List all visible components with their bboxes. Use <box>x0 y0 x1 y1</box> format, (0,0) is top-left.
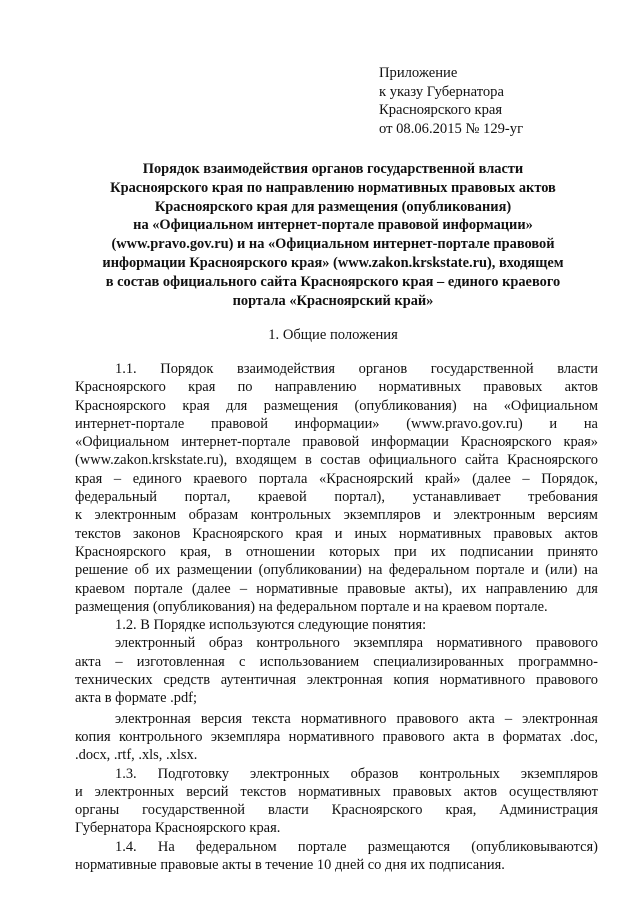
body-word: контрольных <box>419 765 500 782</box>
appendix-line: Приложение <box>379 65 458 81</box>
body-word: официального <box>368 452 457 469</box>
body-word: (www.pravo.gov.ru) <box>406 415 523 432</box>
body-word: Подготовку <box>157 765 229 782</box>
body-word: акта <box>468 710 495 727</box>
body-word: технических <box>75 672 153 689</box>
body-word: экземпляров <box>520 765 598 782</box>
body-word: размещения <box>263 397 339 414</box>
body-line: 1.2. В Порядке используются следующие понятия: <box>115 617 427 634</box>
body-line: размещения (опубликования) на федеральном портале и на краевом портале. <box>75 598 548 615</box>
body-word: нормативных <box>398 525 482 542</box>
body-word: экземпляра <box>210 728 281 745</box>
body-word: (опубликовываются) <box>471 838 598 855</box>
body-word: власти <box>267 802 309 819</box>
body-word: правовые <box>347 580 406 597</box>
body-line <box>75 360 598 378</box>
body-word: подписании <box>459 543 534 560</box>
body-word: краевой <box>258 489 307 506</box>
body-line <box>75 525 598 543</box>
body-word: нормативные <box>256 580 338 597</box>
body-word: 1.1. <box>115 361 137 377</box>
body-word: форматах <box>502 728 562 745</box>
appendix-line: к указу Губернатора <box>379 83 504 100</box>
body-line <box>75 580 598 598</box>
body-word: сайта <box>465 452 499 469</box>
body-word: край» <box>424 470 461 487</box>
body-word: правовых <box>493 525 553 542</box>
body-word: направлению <box>274 379 357 396</box>
body-word: нормативных <box>298 783 381 800</box>
title-line: Красноярского края для размещения (опубликования) <box>154 198 512 215</box>
body-word: использованием <box>259 653 360 670</box>
body-word: иных <box>354 525 387 542</box>
title-line: Красноярского края по направлению нормативных правовых актов <box>110 179 556 196</box>
body-word: правового <box>396 710 459 727</box>
body-word: законов <box>132 525 181 542</box>
body-word: нормативного <box>288 728 375 745</box>
body-word: Порядок <box>160 361 214 377</box>
body-word: в <box>225 543 232 560</box>
body-line <box>75 470 598 488</box>
body-word: и <box>334 525 343 542</box>
body-word: с <box>238 653 246 670</box>
body-word: Красноярского <box>192 525 284 542</box>
body-word: правового <box>382 728 445 745</box>
body-word: акта <box>453 728 480 745</box>
body-word: электронная <box>306 672 383 689</box>
body-word: нормативного <box>439 672 526 689</box>
body-line <box>75 710 598 728</box>
body-word: их <box>461 580 477 597</box>
body-word: органы <box>75 802 120 819</box>
body-word: образам <box>188 507 239 524</box>
body-word: – <box>522 470 530 487</box>
body-word: акты), <box>414 580 453 597</box>
body-word: электронным <box>453 507 536 524</box>
section-heading: 1. Общие положения <box>268 327 398 343</box>
title-line: в состав официального сайта Красноярского края – единого краевого <box>105 273 561 290</box>
body-word: входящем <box>235 452 297 469</box>
body-word: контрольного <box>256 635 340 652</box>
body-word: – <box>113 470 122 487</box>
body-word: власти <box>557 361 598 377</box>
body-word: правового <box>535 635 598 652</box>
body-line: акта в формате .pdf; <box>75 690 197 707</box>
body-word: органов <box>358 361 408 377</box>
body-word: Красноярского <box>75 379 166 396</box>
body-line <box>75 433 598 451</box>
body-word: направлению <box>485 580 568 597</box>
body-word: версиям <box>547 507 598 524</box>
body-word: средств <box>163 672 211 689</box>
body-word: Красноярского <box>460 434 552 451</box>
body-word: (опубликовании) <box>258 562 362 579</box>
body-word: федеральном <box>388 562 470 579</box>
body-word: нормативного <box>436 635 523 652</box>
body-word: государственной <box>430 361 534 377</box>
body-word: текста <box>252 710 291 727</box>
body-word: их <box>430 543 446 560</box>
body-line <box>75 561 598 579</box>
title-line: информации Красноярского края» (www.zakon.krskstate.ru), входящем <box>102 254 564 271</box>
body-word: портал), <box>334 489 385 506</box>
body-line <box>75 488 598 506</box>
body-line <box>75 671 598 689</box>
body-line <box>75 801 598 819</box>
body-word: размещаются <box>367 838 451 855</box>
body-word: изготовленная <box>136 653 225 670</box>
body-word: принято <box>547 543 598 560</box>
body-word: нормативных <box>378 379 462 396</box>
body-word: аутентичная <box>220 672 297 689</box>
body-word: правовой <box>210 415 268 432</box>
body-word: версий <box>186 783 229 800</box>
body-word: состав <box>320 452 361 469</box>
body-word: размещении <box>176 562 253 579</box>
body-word: актов <box>564 525 598 542</box>
body-word: копия <box>75 728 111 745</box>
body-word: версия <box>200 710 243 727</box>
body-word: и <box>549 415 558 432</box>
body-word: электронных <box>249 765 330 782</box>
document-title <box>70 160 596 310</box>
body-word: взаимодействия <box>237 361 335 377</box>
document-body <box>75 360 598 874</box>
body-word: (опубликования) <box>354 397 457 414</box>
body-word: электронным <box>94 507 177 524</box>
body-word: при <box>394 543 417 560</box>
body-word: образ <box>208 635 243 652</box>
title-line: (www.pravo.gov.ru) и на «Официальном интернет-портале правовой <box>111 236 555 253</box>
body-word: портале <box>134 580 183 597</box>
title-line: портала «Красноярский край» <box>232 292 434 309</box>
body-word: и <box>530 562 539 579</box>
body-word: правового <box>535 672 598 689</box>
body-word: интернет-портале <box>181 434 291 451</box>
body-word: края <box>295 525 323 542</box>
body-word: На <box>157 838 175 855</box>
body-line <box>75 451 598 469</box>
body-word: (www.zakon.krskstate.ru), <box>75 452 228 469</box>
body-word: правовых <box>483 379 543 396</box>
body-word: электронная <box>522 710 598 727</box>
body-word: акта <box>75 653 102 670</box>
body-word: федеральном <box>195 838 277 855</box>
body-word: электронная <box>115 710 191 727</box>
appendix-line: Красноярского края <box>379 102 503 119</box>
body-word: экземпляра <box>353 635 424 652</box>
body-word: края, <box>180 543 211 560</box>
body-line <box>75 506 598 524</box>
body-word: образов <box>350 765 399 782</box>
body-word: информации <box>371 434 449 451</box>
body-word: Красноярского <box>75 543 166 560</box>
body-word: (далее <box>472 470 511 487</box>
body-word: портале <box>475 562 525 579</box>
body-line <box>75 765 598 783</box>
body-word: в <box>305 452 312 469</box>
body-word: их <box>155 562 171 579</box>
body-word: к <box>75 507 83 524</box>
body-word: специализированных <box>373 653 505 670</box>
body-word: актов <box>463 783 498 800</box>
body-line <box>75 653 598 671</box>
body-word: осуществляют <box>508 783 598 800</box>
body-word: 1.3. <box>115 765 137 782</box>
body-line: .docx, .rtf, .xls, .xlsx. <box>75 747 198 764</box>
body-word: Красноярского <box>75 397 166 414</box>
body-word: по <box>237 379 253 396</box>
body-word: портале <box>297 838 347 855</box>
body-word: об <box>134 562 150 579</box>
body-word: Красноярского <box>507 452 598 469</box>
appendix-note <box>379 64 619 138</box>
body-word: государственной <box>142 802 246 819</box>
body-word: интернет-портале <box>75 415 185 432</box>
body-word: (далее <box>191 580 231 597</box>
body-word: края, <box>445 802 477 819</box>
title-line: Порядок взаимодействия органов государственной власти <box>142 161 524 177</box>
body-word: края <box>182 397 210 414</box>
body-word: решение <box>75 562 129 579</box>
body-word: края» <box>563 434 598 451</box>
body-word: для <box>576 580 598 597</box>
body-word: (или) <box>545 562 578 579</box>
body-word: края <box>75 470 103 487</box>
body-line: Губернатора Красноярского края. <box>75 820 281 837</box>
body-word: контрольного <box>118 728 203 745</box>
body-line <box>75 415 598 433</box>
body-word: контрольных <box>250 507 332 524</box>
body-word: края <box>188 379 216 396</box>
body-word: – <box>239 580 248 597</box>
body-word: «Официальном <box>503 397 598 414</box>
body-line <box>75 728 598 746</box>
body-word: устанавливает <box>412 489 501 506</box>
body-word: нормативного <box>300 710 387 727</box>
body-word: федеральный <box>75 489 158 506</box>
body-word: портала <box>258 470 308 487</box>
body-word: текстов <box>75 525 121 542</box>
body-word: которых <box>329 543 380 560</box>
body-word: – <box>115 653 123 670</box>
body-word: «Официальном <box>75 434 170 451</box>
body-word: на <box>583 562 598 579</box>
body-word: Администрация <box>499 802 598 819</box>
body-word: информации» <box>294 415 380 432</box>
body-word: электронных <box>94 783 175 800</box>
body-word: краевого <box>193 470 248 487</box>
body-word: для <box>226 397 248 414</box>
body-word: .doc, <box>569 728 598 745</box>
body-word: копия <box>393 672 429 689</box>
body-line <box>75 838 598 856</box>
body-word: единого <box>132 470 182 487</box>
body-word: и <box>75 783 83 800</box>
body-word: на <box>473 397 488 414</box>
body-word: – <box>504 710 513 727</box>
body-word: текстов <box>240 783 287 800</box>
body-word: и <box>433 507 441 524</box>
body-word: в <box>487 728 495 745</box>
title-line: на «Официальном интернет-портале правовой информации» <box>133 217 533 234</box>
appendix-line: от 08.06.2015 № 129-уг <box>379 120 524 137</box>
body-word: требования <box>528 489 598 506</box>
body-word: электронный <box>115 635 196 652</box>
body-word: правовых <box>392 783 452 800</box>
body-word: портал, <box>184 489 231 506</box>
body-word: правовой <box>302 434 360 451</box>
body-word: 1.4. <box>115 838 137 855</box>
body-word: актов <box>564 379 598 396</box>
body-line <box>75 378 598 396</box>
body-line <box>75 397 598 415</box>
body-word: «Красноярский <box>318 470 414 487</box>
body-line <box>75 783 598 801</box>
body-word: Порядок, <box>541 470 598 487</box>
body-word: краевом <box>75 580 125 597</box>
body-line <box>75 543 598 561</box>
body-word: на <box>368 562 383 579</box>
body-word: экземпляров <box>343 507 421 524</box>
body-line: нормативные правовые акты в течение 10 дней со дня их подписания. <box>75 857 505 874</box>
body-word: на <box>583 415 598 432</box>
body-word: отношении <box>246 543 315 560</box>
body-line <box>75 634 598 652</box>
body-word: Красноярского <box>331 802 423 819</box>
body-word: программно- <box>518 653 598 670</box>
